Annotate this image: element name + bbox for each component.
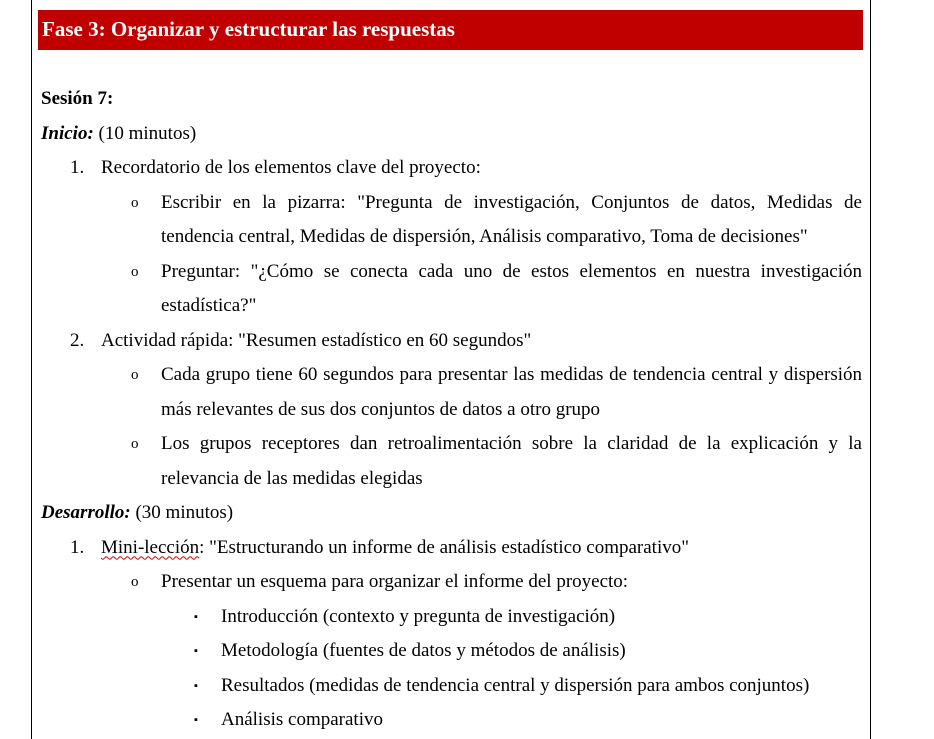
sub-sub-list-item: ▪ Análisis comparativo <box>194 709 383 730</box>
phase-title: Fase 3: Organizar y estructurar las respuestas <box>42 17 455 41</box>
sub-list-item: o Escribir en la pizarra: "Pregunta de investigación, Conjuntos de datos, Medidas de tendencia central, Medidas de dispersión, Análisis comparativo, Toma de decisiones" <box>131 191 862 247</box>
inicio-heading: Inicio: (10 minutos) <box>41 122 197 144</box>
document-body <box>41 82 862 738</box>
sub-list-item: o Presentar un esquema para organizar el informe del proyecto: <box>131 571 629 592</box>
list-item: 1. Recordatorio de los elementos clave del proyecto: <box>70 157 481 178</box>
spellcheck-word[interactable]: Mini-lección <box>101 536 200 558</box>
session-heading: Sesión 7: <box>41 88 114 109</box>
phase-banner <box>38 10 863 50</box>
sub-list-item: o Los grupos receptores dan retroalimentación sobre la claridad de la explicación y la relevancia de las medidas elegidas <box>131 433 862 489</box>
sub-list-item: o Preguntar: "¿Cómo se conecta cada uno de estos elementos en nuestra investigación estadística?" <box>131 260 862 316</box>
list-item: 1. Mini-lección: "Estructurando un informe de análisis estadístico comparativo" <box>70 536 689 558</box>
sub-sub-list-item: ▪ Metodología (fuentes de datos y métodos de análisis) <box>194 640 626 661</box>
list-item: 2. Actividad rápida: "Resumen estadístico en 60 segundos" <box>70 329 532 351</box>
desarrollo-heading: Desarrollo: (30 minutos) <box>41 502 234 523</box>
sub-sub-list-item: ▪ Resultados (medidas de tendencia central y dispersión para ambos conjuntos) <box>194 674 810 696</box>
sub-list-item: o Cada grupo tiene 60 segundos para presentar las medidas de tendencia central y dispersión más relevantes de sus dos conjuntos de datos a otro grupo <box>131 364 862 420</box>
sub-sub-list-item: ▪ Introducción (contexto y pregunta de investigación) <box>194 605 616 627</box>
